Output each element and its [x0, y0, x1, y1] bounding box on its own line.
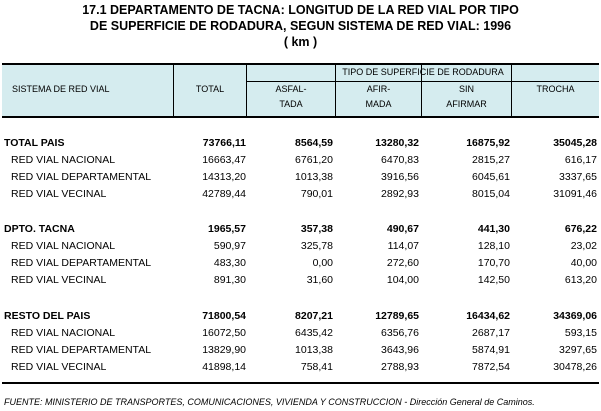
- header-sin-afirmar-1: SIN: [458, 84, 474, 94]
- cell-afirmada: 6356,76: [381, 327, 419, 339]
- cell-sin-afirmar: 5874,91: [472, 344, 510, 356]
- cell-asfaltada: 31,60: [306, 274, 333, 286]
- cell-sin-afirmar: 2687,17: [472, 327, 510, 339]
- cell-asfaltada: 8207,21: [295, 310, 333, 322]
- cell-trocha: 3337,65: [559, 171, 597, 183]
- cell-afirmada: 2892,93: [381, 188, 419, 200]
- cell-asfaltada: 6761,20: [295, 154, 333, 166]
- cell-total: 16663,47: [202, 154, 246, 166]
- cell-asfaltada: 758,41: [300, 361, 333, 373]
- table-row: [2, 238, 599, 255]
- cell-trocha: 593,15: [564, 327, 597, 339]
- cell-asfaltada: 6435,42: [295, 327, 333, 339]
- cell-trocha: 30478,26: [553, 361, 597, 373]
- source-footnote: FUENTE: MINISTERIO DE TRANSPORTES, COMUNICACIONES, VIVIENDA Y CONSTRUCCION - Dirección General de Caminos.: [4, 397, 535, 407]
- cell-afirmada: 114,07: [387, 240, 419, 252]
- cell-trocha: 616,17: [564, 154, 597, 166]
- table-header: [2, 63, 599, 118]
- cell-sin-afirmar: 8015,04: [472, 188, 510, 200]
- header-total: TOTAL: [195, 84, 225, 94]
- row-label: RED VIAL NACIONAL: [11, 154, 116, 166]
- table-row: [2, 308, 599, 325]
- cell-trocha: 676,22: [564, 223, 597, 235]
- cell-sin-afirmar: 441,30: [477, 223, 510, 235]
- row-label: RED VIAL VECINAL: [11, 188, 107, 200]
- cell-afirmada: 104,00: [386, 274, 419, 286]
- cell-total: 1965,57: [208, 223, 246, 235]
- cell-total: 41898,14: [202, 361, 246, 373]
- table-row: [2, 169, 599, 186]
- cell-total: 13829,90: [202, 344, 246, 356]
- cell-total: 42789,44: [202, 188, 246, 200]
- cell-trocha: 23,02: [570, 240, 597, 252]
- cell-sin-afirmar: 142,50: [477, 274, 510, 286]
- row-label: RED VIAL NACIONAL: [11, 327, 116, 339]
- table-row: [2, 342, 599, 359]
- cell-trocha: 613,20: [564, 274, 597, 286]
- table-row: [2, 221, 599, 238]
- cell-afirmada: 6470,83: [381, 154, 419, 166]
- cell-total: 16072,50: [202, 327, 246, 339]
- table-row: [2, 186, 599, 203]
- cell-afirmada: 3643,96: [381, 344, 419, 356]
- row-label: RED VIAL NACIONAL: [11, 240, 116, 252]
- table-row: [2, 325, 599, 342]
- cell-afirmada: 490,67: [386, 223, 419, 235]
- cell-sin-afirmar: 16434,62: [466, 310, 510, 322]
- table-row: [2, 152, 599, 169]
- table-title-line-2: DE SUPERFICIE DE RODADURA, SEGUN SISTEMA DE RED VIAL: 1996: [89, 19, 512, 33]
- row-label: RED VIAL DEPARTAMENTAL: [11, 257, 152, 269]
- cell-afirmada: 272,60: [386, 257, 419, 269]
- cell-total: 590,97: [213, 240, 246, 252]
- table-bottom-rule: [2, 382, 599, 384]
- cell-asfaltada: 790,01: [300, 188, 333, 200]
- cell-sin-afirmar: 2815,27: [472, 154, 510, 166]
- header-afirmada-2: MADA: [365, 99, 392, 109]
- row-label: DPTO. TACNA: [4, 223, 75, 235]
- cell-afirmada: 2788,93: [381, 361, 419, 373]
- cell-asfaltada: 0,00: [312, 257, 333, 269]
- cell-total: 71800,54: [202, 310, 246, 322]
- cell-afirmada: 3916,56: [381, 171, 419, 183]
- table-row: [2, 272, 599, 289]
- header-asfaltada-2: TADA: [279, 99, 303, 109]
- cell-asfaltada: 1013,38: [295, 344, 333, 356]
- header-tipo-superficie: TIPO DE SUPERFICIE DE RODADURA: [342, 67, 504, 77]
- cell-sin-afirmar: 6045,61: [472, 171, 510, 183]
- cell-trocha: 34369,06: [553, 310, 597, 322]
- table-title-units: ( km ): [283, 35, 318, 49]
- cell-total: 483,30: [213, 257, 246, 269]
- row-label: RED VIAL DEPARTAMENTAL: [11, 171, 152, 183]
- cell-afirmada: 13280,32: [375, 137, 419, 149]
- cell-sin-afirmar: 7872,54: [472, 361, 510, 373]
- row-label: RED VIAL VECINAL: [11, 274, 107, 286]
- cell-sin-afirmar: 128,10: [477, 240, 510, 252]
- cell-sin-afirmar: 16875,92: [466, 137, 510, 149]
- header-sistema: SISTEMA DE RED VIAL: [12, 84, 110, 94]
- row-label: RED VIAL DEPARTAMENTAL: [11, 344, 152, 356]
- row-label: RED VIAL VECINAL: [11, 361, 107, 373]
- cell-trocha: 35045,28: [553, 137, 597, 149]
- cell-asfaltada: 8564,59: [295, 137, 333, 149]
- cell-asfaltada: 325,78: [300, 240, 333, 252]
- cell-trocha: 40,00: [570, 257, 597, 269]
- cell-sin-afirmar: 170,70: [477, 257, 510, 269]
- header-sin-afirmar-2: AFIRMAR: [446, 99, 487, 109]
- cell-trocha: 3297,65: [559, 344, 597, 356]
- cell-asfaltada: 1013,38: [295, 171, 333, 183]
- header-asfaltada-1: ASFAL-: [275, 84, 307, 94]
- header-afirmada-1: AFIR-: [366, 84, 391, 94]
- cell-total: 73766,11: [202, 137, 246, 149]
- cell-total: 14313,20: [202, 171, 246, 183]
- table-row: [2, 255, 599, 272]
- table-row: [2, 135, 599, 152]
- row-label: TOTAL PAIS: [4, 137, 65, 149]
- table-row: [2, 359, 599, 376]
- table-title-line-1: 17.1 DEPARTAMENTO DE TACNA: LONGITUD DE LA RED VIAL POR TIPO: [82, 3, 519, 17]
- cell-total: 891,30: [213, 274, 246, 286]
- cell-asfaltada: 357,38: [300, 223, 333, 235]
- cell-trocha: 31091,46: [553, 188, 597, 200]
- header-trocha: TROCHA: [536, 84, 575, 94]
- row-label: RESTO DEL PAIS: [4, 310, 91, 322]
- cell-afirmada: 12789,65: [375, 310, 419, 322]
